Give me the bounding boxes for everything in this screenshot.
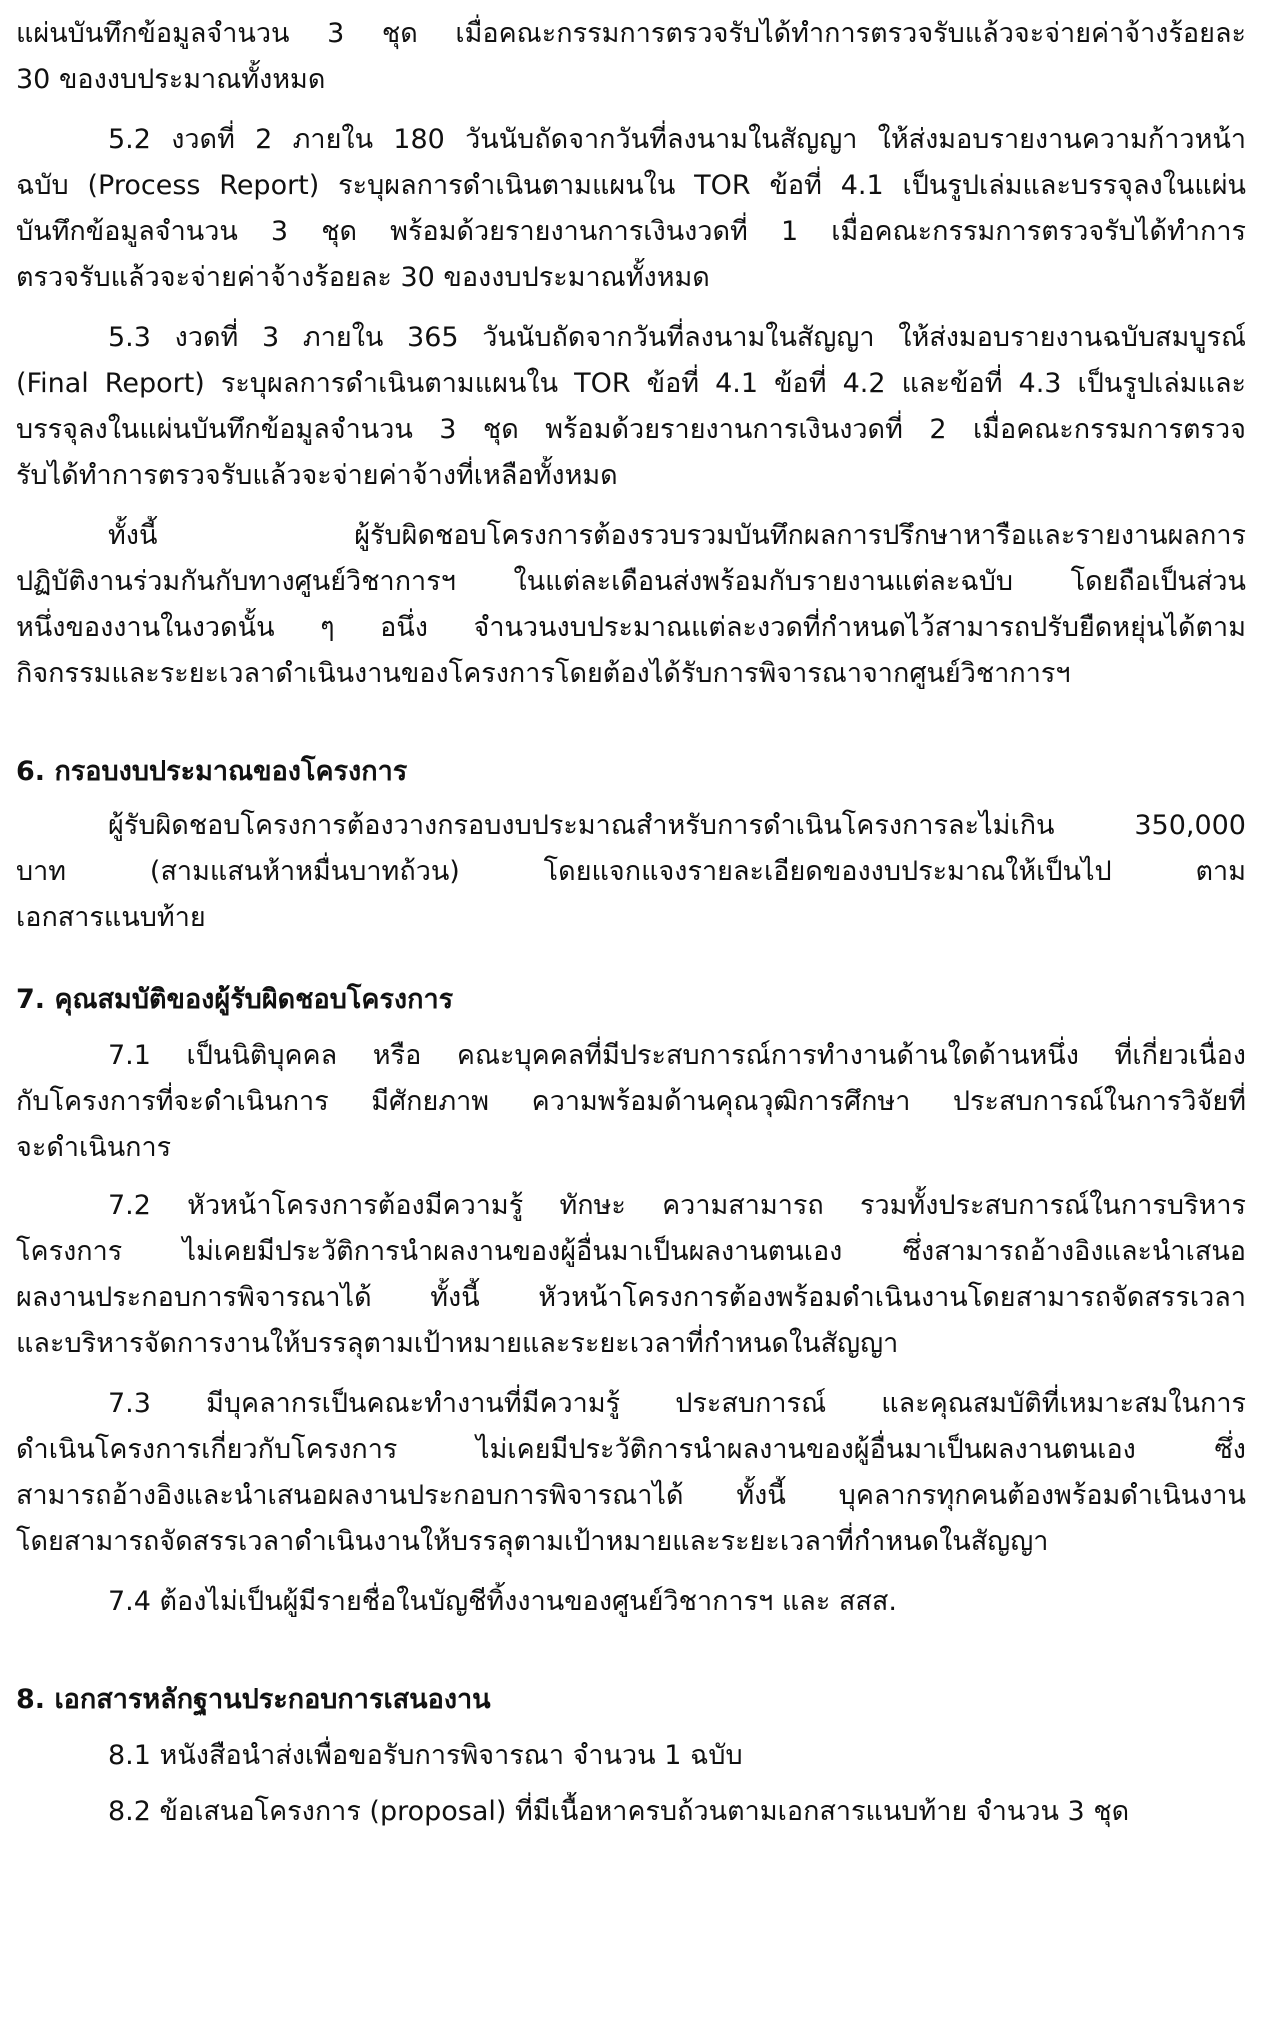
paragraph-line: แผ่นบันทึกข้อมูลจำนวน 3 ชุด เมื่อคณะกรรมการตรวจรับได้ทำการตรวจรับแล้วจะจ่ายค่าจ้างร้อยละ	[16, 18, 1246, 49]
paragraph-line: ตรวจรับแล้วจะจ่ายค่าจ้างร้อยละ 30 ของงบประมาณทั้งหมด	[16, 262, 710, 293]
section-heading: 8. เอกสารหลักฐานประกอบการเสนองาน	[16, 1684, 491, 1715]
paragraph-line: 30 ของงบประมาณทั้งหมด	[16, 64, 326, 95]
paragraph-line: ปฏิบัติงานร่วมกันกับทางศูนย์วิชาการฯ ในแต่ละเดือนส่งพร้อมกับรายงานแต่ละฉบับ โดยถือเป็นส่วน	[16, 566, 1246, 597]
paragraph-line: โดยสามารถจัดสรรเวลาดำเนินงานให้บรรลุตามเป้าหมายและระยะเวลาที่กำหนดในสัญญา	[16, 1526, 1049, 1557]
paragraph-line: 8.2 ข้อเสนอโครงการ (proposal) ที่มีเนื้อหาครบถ้วนตามเอกสารแนบท้าย จำนวน 3 ชุด	[108, 1796, 1130, 1827]
paragraph-line: 8.1 หนังสือนำส่งเพื่อขอรับการพิจารณา จำนวน 1 ฉบับ	[108, 1740, 743, 1771]
paragraph-line: และบริหารจัดการงานให้บรรลุตามเป้าหมายและระยะเวลาที่กำหนดในสัญญา	[16, 1328, 899, 1359]
paragraph-line: ผลงานประกอบการพิจารณาได้ ทั้งนี้ หัวหน้าโครงการต้องพร้อมดำเนินงานโดยสามารถจัดสรรเวลา	[16, 1282, 1246, 1313]
paragraph-line: (Final Report) ระบุผลการดำเนินตามแผนใน TOR ข้อที่ 4.1 ข้อที่ 4.2 และข้อที่ 4.3 เป็นรูปเล่มและ	[16, 368, 1246, 399]
paragraph-line: สามารถอ้างอิงและนำเสนอผลงานประกอบการพิจารณาได้ ทั้งนี้ บุคลากรทุกคนต้องพร้อมดำเนินงาน	[16, 1480, 1246, 1511]
paragraph-line: บาท (สามแสนห้าหมื่นบาทถ้วน) โดยแจกแจงรายละเอียดของงบประมาณให้เป็นไป ตาม	[16, 856, 1246, 887]
section-heading: 7. คุณสมบัติของผู้รับผิดชอบโครงการ	[16, 984, 454, 1015]
paragraph-line: บันทึกข้อมูลจำนวน 3 ชุด พร้อมด้วยรายงานการเงินงวดที่ 1 เมื่อคณะกรรมการตรวจรับได้ทำการ	[16, 216, 1246, 247]
paragraph-line: ทั้งนี้ ผู้รับผิดชอบโครงการต้องรวบรวมบันทึกผลการปรึกษาหารือและรายงานผลการ	[108, 520, 1246, 551]
paragraph-line: บรรจุลงในแผ่นบันทึกข้อมูลจำนวน 3 ชุด พร้อมด้วยรายงานการเงินงวดที่ 2 เมื่อคณะกรรมการตรวจ	[16, 414, 1246, 445]
paragraph-line: 7.1 เป็นนิติบุคคล หรือ คณะบุคคลที่มีประสบการณ์การทำงานด้านใดด้านหนึ่ง ที่เกี่ยวเนื่อง	[108, 1040, 1246, 1071]
paragraph-line: 5.2 งวดที่ 2 ภายใน 180 วันนับถัดจากวันที่ลงนามในสัญญา ให้ส่งมอบรายงานความก้าวหน้า	[108, 124, 1246, 155]
paragraph-line: หนึ่งของงานในงวดนั้น ๆ อนึ่ง จำนวนงบประมาณแต่ละงวดที่กำหนดไว้สามารถปรับยืดหยุ่นได้ตาม	[16, 612, 1246, 643]
paragraph-line: 7.3 มีบุคลากรเป็นคณะทำงานที่มีความรู้ ประสบการณ์ และคุณสมบัติที่เหมาะสมในการ	[108, 1388, 1246, 1419]
paragraph-line: ดำเนินโครงการเกี่ยวกับโครงการ ไม่เคยมีประวัติการนำผลงานของผู้อื่นมาเป็นผลงานตนเอง ซึ่ง	[16, 1434, 1246, 1465]
section-heading: 6. กรอบงบประมาณของโครงการ	[16, 756, 408, 787]
paragraph-line: 7.2 หัวหน้าโครงการต้องมีความรู้ ทักษะ ความสามารถ รวมทั้งประสบการณ์ในการบริหาร	[108, 1190, 1246, 1221]
paragraph-line: โครงการ ไม่เคยมีประวัติการนำผลงานของผู้อื่นมาเป็นผลงานตนเอง ซึ่งสามารถอ้างอิงและนำเสนอ	[16, 1236, 1246, 1267]
paragraph-line: ฉบับ (Process Report) ระบุผลการดำเนินตามแผนใน TOR ข้อที่ 4.1 เป็นรูปเล่มและบรรจุลงในแผ่น	[16, 170, 1246, 201]
paragraph-line: รับได้ทำการตรวจรับแล้วจะจ่ายค่าจ้างที่เหลือทั้งหมด	[16, 460, 618, 491]
paragraph-line: กิจกรรมและระยะเวลาดำเนินงานของโครงการโดยต้องได้รับการพิจารณาจากศูนย์วิชาการฯ	[16, 658, 1071, 689]
paragraph-line: 7.4 ต้องไม่เป็นผู้มีรายชื่อในบัญชีทิ้งงานของศูนย์วิชาการฯ และ สสส.	[108, 1586, 897, 1617]
paragraph-line: กับโครงการที่จะดำเนินการ มีศักยภาพ ความพร้อมด้านคุณวุฒิการศึกษา ประสบการณ์ในการวิจัยที่	[16, 1086, 1246, 1117]
paragraph-line: จะดำเนินการ	[16, 1132, 172, 1163]
paragraph-line: 5.3 งวดที่ 3 ภายใน 365 วันนับถัดจากวันที่ลงนามในสัญญา ให้ส่งมอบรายงานฉบับสมบูรณ์	[108, 322, 1246, 353]
paragraph-line: เอกสารแนบท้าย	[16, 902, 206, 933]
paragraph-line: ผู้รับผิดชอบโครงการต้องวางกรอบงบประมาณสำหรับการดำเนินโครงการละไม่เกิน 350,000	[108, 810, 1246, 841]
